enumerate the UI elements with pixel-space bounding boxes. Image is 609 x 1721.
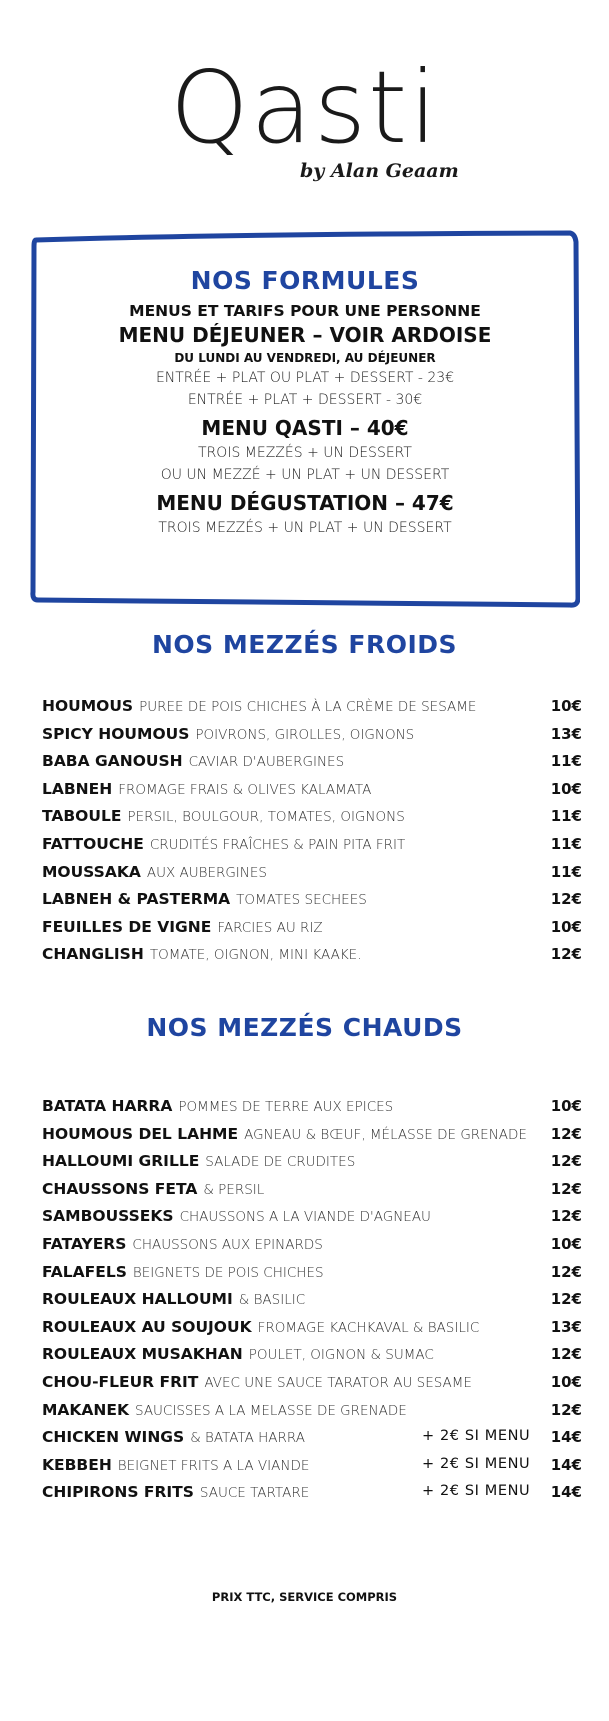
menu-item (42, 697, 582, 725)
dish-description: FROMAGE KACHKAVAL & BASILIC (257, 1319, 480, 1336)
dish-price: 12€ (550, 1290, 582, 1309)
dish-name: SAMBOUSSEKS (42, 1207, 174, 1226)
menu-item (42, 1152, 582, 1180)
dish-name: HOUMOUS (42, 697, 134, 715)
dish-description: AVEC UNE SAUCE TARATOR AU SESAME (204, 1374, 472, 1391)
dish-name: FATTOUCHE (42, 834, 144, 853)
dish-description: CHAUSSONS A LA VIANDE D'AGNEAU (179, 1209, 431, 1226)
dish-description: POULET, OIGNON & SUMAC (248, 1347, 434, 1364)
dish-price: 10€ (550, 1234, 582, 1253)
dish-description: CAVIAR D'AUBERGINES (188, 754, 345, 771)
dish-price: 12€ (550, 945, 582, 964)
menu-supplement: + 2€ SI MENU (422, 1483, 531, 1500)
dish-name: HOUMOUS DEL LAHME (42, 1124, 239, 1143)
lunch-option-2: ENTRÉE + PLAT + DESSERT - 30€ (187, 392, 423, 408)
dish-name: TABOULE (42, 807, 122, 826)
menu-item (42, 918, 582, 946)
dish-price: 10€ (550, 917, 582, 936)
qasti-option-2: OU UN MEZZÉ + UN PLAT + UN DESSERT (160, 467, 450, 483)
menu-item (42, 945, 582, 973)
dish-price: 11€ (550, 807, 582, 826)
menu-item (42, 1125, 582, 1153)
dish-price: 13€ (550, 1317, 582, 1336)
menu-item (42, 780, 582, 808)
menu-item (42, 863, 582, 891)
menu-item (42, 1318, 582, 1346)
dish-name: FEUILLES DE VIGNE (42, 917, 212, 936)
lunch-option-1: ENTRÉE + PLAT OU PLAT + DESSERT - 23€ (155, 370, 455, 386)
dish-price: 14€ (550, 1483, 582, 1502)
lunch-menu-title: MENU DÉJEUNER – VOIR ARDOISE (118, 323, 492, 347)
menu-item (42, 890, 582, 918)
dish-name: MAKANEK (42, 1400, 129, 1419)
menu-item (42, 1483, 582, 1511)
dish-name: ROULEAUX MUSAKHAN (42, 1345, 243, 1364)
dish-name: CHIPIRONS FRITS (42, 1483, 194, 1502)
dish-name: LABNEH (42, 779, 113, 798)
dish-description: FARCIES AU RIZ (217, 919, 323, 936)
formules-subtitle: MENUS ET TARIFS POUR UNE PERSONNE (129, 302, 481, 320)
dish-description: PUREE DE POIS CHICHES À LA CRÈME DE SESAME (139, 699, 477, 715)
dish-description: FROMAGE FRAIS & OLIVES KALAMATA (118, 781, 372, 798)
dish-price: 11€ (550, 834, 582, 853)
dish-description: AUX AUBERGINES (146, 864, 267, 881)
formules-title: NOS FORMULES (190, 266, 420, 295)
menu-supplement: + 2€ SI MENU (422, 1428, 531, 1445)
dish-description: TOMATE, OIGNON, MINI KAAKE. (149, 947, 362, 964)
dish-description: CRUDITÉS FRAÎCHES & PAIN PITA FRIT (149, 836, 406, 853)
menu-item (42, 835, 582, 863)
dish-price: 12€ (550, 1152, 582, 1171)
dish-name: ROULEAUX AU SOUJOUK (42, 1317, 252, 1336)
dish-price: 11€ (550, 752, 582, 771)
dish-name: KEBBEH (42, 1455, 112, 1474)
menu-item (42, 752, 582, 780)
dish-price: 12€ (550, 1179, 582, 1198)
dish-description: & PERSIL (203, 1181, 265, 1198)
dish-description: POIVRONS, GIROLLES, OIGNONS (195, 726, 415, 743)
dish-description: AGNEAU & BŒUF, MÉLASSE DE GRENADE (244, 1126, 527, 1143)
dish-name: CHAUSSONS FETA (42, 1179, 198, 1198)
menu-item (42, 1345, 582, 1373)
dish-price: 12€ (550, 890, 582, 909)
menu-item (42, 1207, 582, 1235)
dish-price: 10€ (550, 1372, 582, 1391)
dish-name: CHICKEN WINGS (42, 1428, 185, 1447)
dish-price: 10€ (550, 1097, 582, 1115)
menu-item (42, 1290, 582, 1318)
dish-price: 12€ (550, 1262, 582, 1281)
brand-byline: by Alan Geaam (300, 160, 459, 182)
dish-price: 12€ (550, 1345, 582, 1364)
dish-price: 14€ (550, 1428, 582, 1447)
dish-description: SAUCE TARTARE (199, 1485, 310, 1502)
dish-name: ROULEAUX HALLOUMI (42, 1290, 233, 1309)
footer-note: PRIX TTC, SERVICE COMPRIS (211, 1590, 398, 1604)
degustation-option: TROIS MEZZÉS + UN PLAT + UN DESSERT (158, 520, 452, 536)
dish-price: 13€ (550, 724, 582, 743)
dish-name: SPICY HOUMOUS (42, 724, 190, 743)
dish-name: MOUSSAKA (42, 862, 141, 881)
menu-list-chauds (42, 1097, 582, 1511)
dish-description: & BASILIC (238, 1292, 306, 1309)
dish-price: 12€ (550, 1124, 582, 1143)
dish-description: BEIGNETS DE POIS CHICHES (132, 1264, 324, 1281)
menu-item (42, 807, 582, 835)
dish-price: 10€ (550, 779, 582, 798)
menu-item (42, 1263, 582, 1291)
menu-item (42, 1428, 582, 1456)
dish-price: 12€ (550, 1400, 582, 1419)
dish-name: BATATA HARRA (42, 1097, 173, 1115)
dish-description: BEIGNET FRITS A LA VIANDE (117, 1457, 310, 1474)
dish-description: & BATATA HARRA (190, 1430, 305, 1447)
degustation-menu-title: MENU DÉGUSTATION – 47€ (156, 491, 454, 515)
menu-item (42, 1180, 582, 1208)
menu-item (42, 1097, 582, 1125)
formules-section (30, 264, 580, 539)
menu-item (42, 1456, 582, 1484)
dish-description: SAUCISSES A LA MELASSE DE GRENADE (135, 1402, 407, 1419)
menu-list-froids (42, 697, 582, 973)
logo (0, 40, 609, 200)
dish-price: 10€ (550, 697, 582, 715)
menu-item (42, 725, 582, 753)
dish-price: 12€ (550, 1207, 582, 1226)
section-title-froids: NOS MEZZÉS FROIDS (151, 630, 458, 659)
lunch-menu-days: DU LUNDI AU VENDREDI, AU DÉJEUNER (174, 351, 436, 365)
menu-supplement: + 2€ SI MENU (422, 1455, 531, 1472)
dish-description: SALADE DE CRUDITES (205, 1154, 356, 1171)
menu-item (42, 1401, 582, 1429)
section-title-chauds: NOS MEZZÉS CHAUDS (146, 1013, 463, 1042)
qasti-option-1: TROIS MEZZÉS + UN DESSERT (198, 445, 412, 461)
dish-name: FALAFELS (42, 1262, 127, 1281)
dish-name: BABA GANOUSH (42, 752, 183, 771)
brand-logo-text: Qasti (169, 49, 440, 166)
dish-name: LABNEH & PASTERMA (42, 890, 231, 909)
menu-item (42, 1373, 582, 1401)
dish-description: TOMATES SECHEES (236, 892, 367, 909)
dish-description: PERSIL, BOULGOUR, TOMATES, OIGNONS (127, 809, 405, 826)
dish-name: CHANGLISH (42, 945, 144, 964)
dish-name: FATAYERS (42, 1234, 127, 1253)
dish-price: 11€ (550, 862, 582, 881)
dish-description: CHAUSSONS AUX EPINARDS (132, 1236, 323, 1253)
dish-description: POMMES DE TERRE AUX EPICES (178, 1099, 394, 1115)
menu-item (42, 1235, 582, 1263)
dish-price: 14€ (550, 1455, 582, 1474)
dish-name: CHOU-FLEUR FRIT (42, 1372, 199, 1391)
dish-name: HALLOUMI GRILLE (42, 1152, 200, 1171)
qasti-menu-title: MENU QASTI – 40€ (201, 416, 409, 440)
